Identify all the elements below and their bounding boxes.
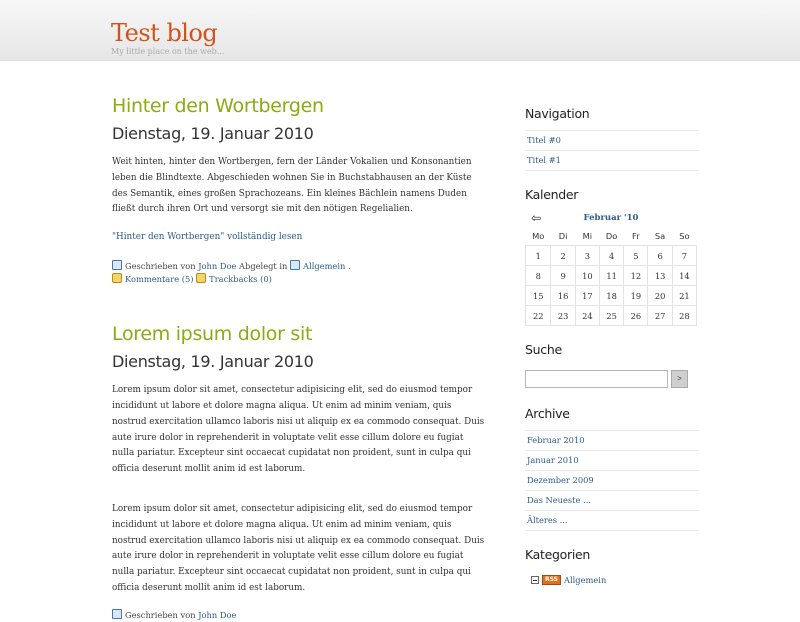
calendar-day: 20 xyxy=(648,286,672,306)
calendar-day: 17 xyxy=(575,286,599,306)
written-by-label: Geschrieben von xyxy=(125,261,196,272)
main-content xyxy=(112,94,487,622)
blog-tagline: My little place on the web... xyxy=(111,47,225,56)
post-title[interactable]: Lorem ipsum dolor sit xyxy=(112,323,313,346)
post-title[interactable]: Hinter den Wortbergen xyxy=(112,95,324,117)
calendar-day: 26 xyxy=(624,306,648,326)
archive-link[interactable]: Januar 2010 xyxy=(527,455,579,465)
calendar-day: 23 xyxy=(551,306,575,326)
weekday-header: Do xyxy=(605,231,618,241)
archive-widget xyxy=(525,406,699,531)
post xyxy=(112,94,487,286)
trackbacks-link[interactable]: Trackbacks (0) xyxy=(209,274,272,285)
calendar-day: 11 xyxy=(599,266,623,286)
search-input[interactable] xyxy=(525,370,668,388)
calendar-day: 19 xyxy=(624,286,648,306)
post-paragraph: Lorem ipsum dolor sit amet, consectetur adipisicing elit, sed do eiusmod tempor incididunt ut labore et dolore magna aliqua. Ut enim ad minim veniam, quis nostrud exercitation ullamco laboris nisi ut aliquip ex ea commodo consequat. Duis aute irure dolor in reprehenderit in voluptate velit esse cillum dolore eu fugiat nulla pariatur. Excepteur sint occaecat cupidatat non proident, sunt in culpa qui officia deserunt mollit anim id est laborum. xyxy=(112,385,485,475)
collapse-icon[interactable] xyxy=(531,576,539,584)
search-widget xyxy=(525,342,699,390)
archive-item xyxy=(525,510,699,531)
weekday-header: Fr xyxy=(632,231,640,241)
comments-link[interactable]: Kommentare (5) xyxy=(125,274,194,285)
calendar-day: 12 xyxy=(624,266,648,286)
navigation-list xyxy=(525,130,699,171)
document-icon xyxy=(112,609,122,619)
archive-link[interactable]: Älteres ... xyxy=(527,515,568,525)
weekday-header: Sa xyxy=(654,231,666,241)
post-date: Dienstag, 19. Januar 2010 xyxy=(112,124,314,143)
category-link[interactable]: Allgemein xyxy=(303,261,346,272)
post-paragraph: Lorem ipsum dolor sit amet, consectetur adipisicing elit, sed do eiusmod tempor incididunt ut labore et dolore magna aliqua. Ut enim ad minim veniam, quis nostrud exercitation ullamco laboris nisi ut aliquip ex ea commodo consequat. Duis aute irure dolor in reprehenderit in voluptate velit esse cillum dolore eu fugiat nulla pariatur. Excepteur sint occaecat cupidatat non proident, sunt in culpa qui officia deserunt mollit anim id est laborum. xyxy=(112,503,485,593)
search-form xyxy=(525,370,699,390)
filed-in-label: Abgelegt in xyxy=(239,261,288,272)
category-suffix: . xyxy=(347,261,351,272)
weekday-header: So xyxy=(679,231,690,241)
document-icon xyxy=(112,260,122,270)
archive-title: Archive xyxy=(525,406,570,421)
calendar-day: 18 xyxy=(599,286,623,306)
nav-link[interactable]: Titel #1 xyxy=(527,155,561,165)
comments-icon xyxy=(112,273,122,283)
category-link[interactable]: Allgemein xyxy=(564,575,607,585)
site-header xyxy=(0,0,800,61)
calendar-day: 24 xyxy=(575,306,599,326)
calendar-day: 6 xyxy=(648,246,672,266)
calendar-day: 4 xyxy=(599,246,623,266)
arrow-left-icon[interactable]: ⇦ xyxy=(531,211,542,225)
author-link[interactable]: John Doe xyxy=(198,609,237,620)
navigation-widget xyxy=(525,106,699,171)
calendar-day: 14 xyxy=(672,266,696,286)
calendar-month: Februar '10 xyxy=(583,213,639,223)
category-icon xyxy=(290,260,300,270)
categories-title: Kategorien xyxy=(525,547,591,562)
post-body xyxy=(112,383,487,597)
calendar-day: 28 xyxy=(672,306,696,326)
calendar-day: 9 xyxy=(551,266,575,286)
calendar-widget xyxy=(525,187,699,326)
blog-title[interactable]: Test blog xyxy=(111,19,218,47)
calendar-day: 16 xyxy=(551,286,575,306)
calendar-day: 22 xyxy=(526,306,551,326)
calendar-day: 13 xyxy=(648,266,672,286)
post-body xyxy=(112,155,487,218)
post-meta xyxy=(112,609,487,622)
calendar-day: 27 xyxy=(648,306,672,326)
nav-item xyxy=(525,130,699,150)
trackbacks-icon xyxy=(196,273,206,283)
calendar-day: 2 xyxy=(551,246,575,266)
calendar-day: 1 xyxy=(526,246,551,266)
archive-item xyxy=(525,430,699,450)
archive-link[interactable]: Dezember 2009 xyxy=(527,475,594,485)
nav-item xyxy=(525,150,699,171)
weekday-header: Mi xyxy=(582,231,593,241)
navigation-title: Navigation xyxy=(525,106,590,121)
search-title: Suche xyxy=(525,342,562,357)
written-by-label: Geschrieben von xyxy=(125,609,196,620)
calendar-day: 25 xyxy=(599,306,623,326)
weekday-header: Di xyxy=(558,231,568,241)
sidebar xyxy=(525,106,699,587)
calendar-day: 5 xyxy=(624,246,648,266)
rss-icon[interactable]: RSS xyxy=(542,575,561,585)
calendar-table xyxy=(525,227,697,326)
post-date: Dienstag, 19. Januar 2010 xyxy=(112,352,314,372)
archive-link[interactable]: Februar 2010 xyxy=(527,435,585,445)
archive-link[interactable]: Das Neueste ... xyxy=(527,495,591,505)
post xyxy=(112,322,487,622)
calendar-day: 15 xyxy=(526,286,551,306)
nav-link[interactable]: Titel #0 xyxy=(527,135,561,145)
categories-widget xyxy=(525,547,699,587)
archive-item xyxy=(525,490,699,510)
weekday-header: Mo xyxy=(532,231,545,241)
read-more-link[interactable]: "Hinter den Wortbergen" vollständig lesen xyxy=(112,232,303,243)
post-paragraph: Weit hinten, hinter den Wortbergen, fern der Länder Vokalien und Konsonantien leben die Blindtexte. Abgeschieden wohnen Sie in Buchstabhausen an der Küste des Semantik, eines großen Sprachozeans. Ein kleines Bächlein namens Duden fließt durch ihren Ort und versorgt sie mit den nötigen Regelialien. xyxy=(112,157,472,215)
author-link[interactable]: John Doe xyxy=(198,261,237,272)
archive-list xyxy=(525,430,699,531)
archive-item xyxy=(525,470,699,490)
category-item xyxy=(525,573,699,587)
calendar-day: 7 xyxy=(672,246,696,266)
search-button[interactable]: > xyxy=(671,370,688,388)
calendar-day: 21 xyxy=(672,286,696,306)
calendar-day: 3 xyxy=(575,246,599,266)
calendar-header xyxy=(525,211,699,227)
post-meta xyxy=(112,260,487,286)
calendar-day: 8 xyxy=(526,266,551,286)
calendar-title: Kalender xyxy=(525,187,579,202)
calendar-day: 10 xyxy=(575,266,599,286)
archive-item xyxy=(525,450,699,470)
